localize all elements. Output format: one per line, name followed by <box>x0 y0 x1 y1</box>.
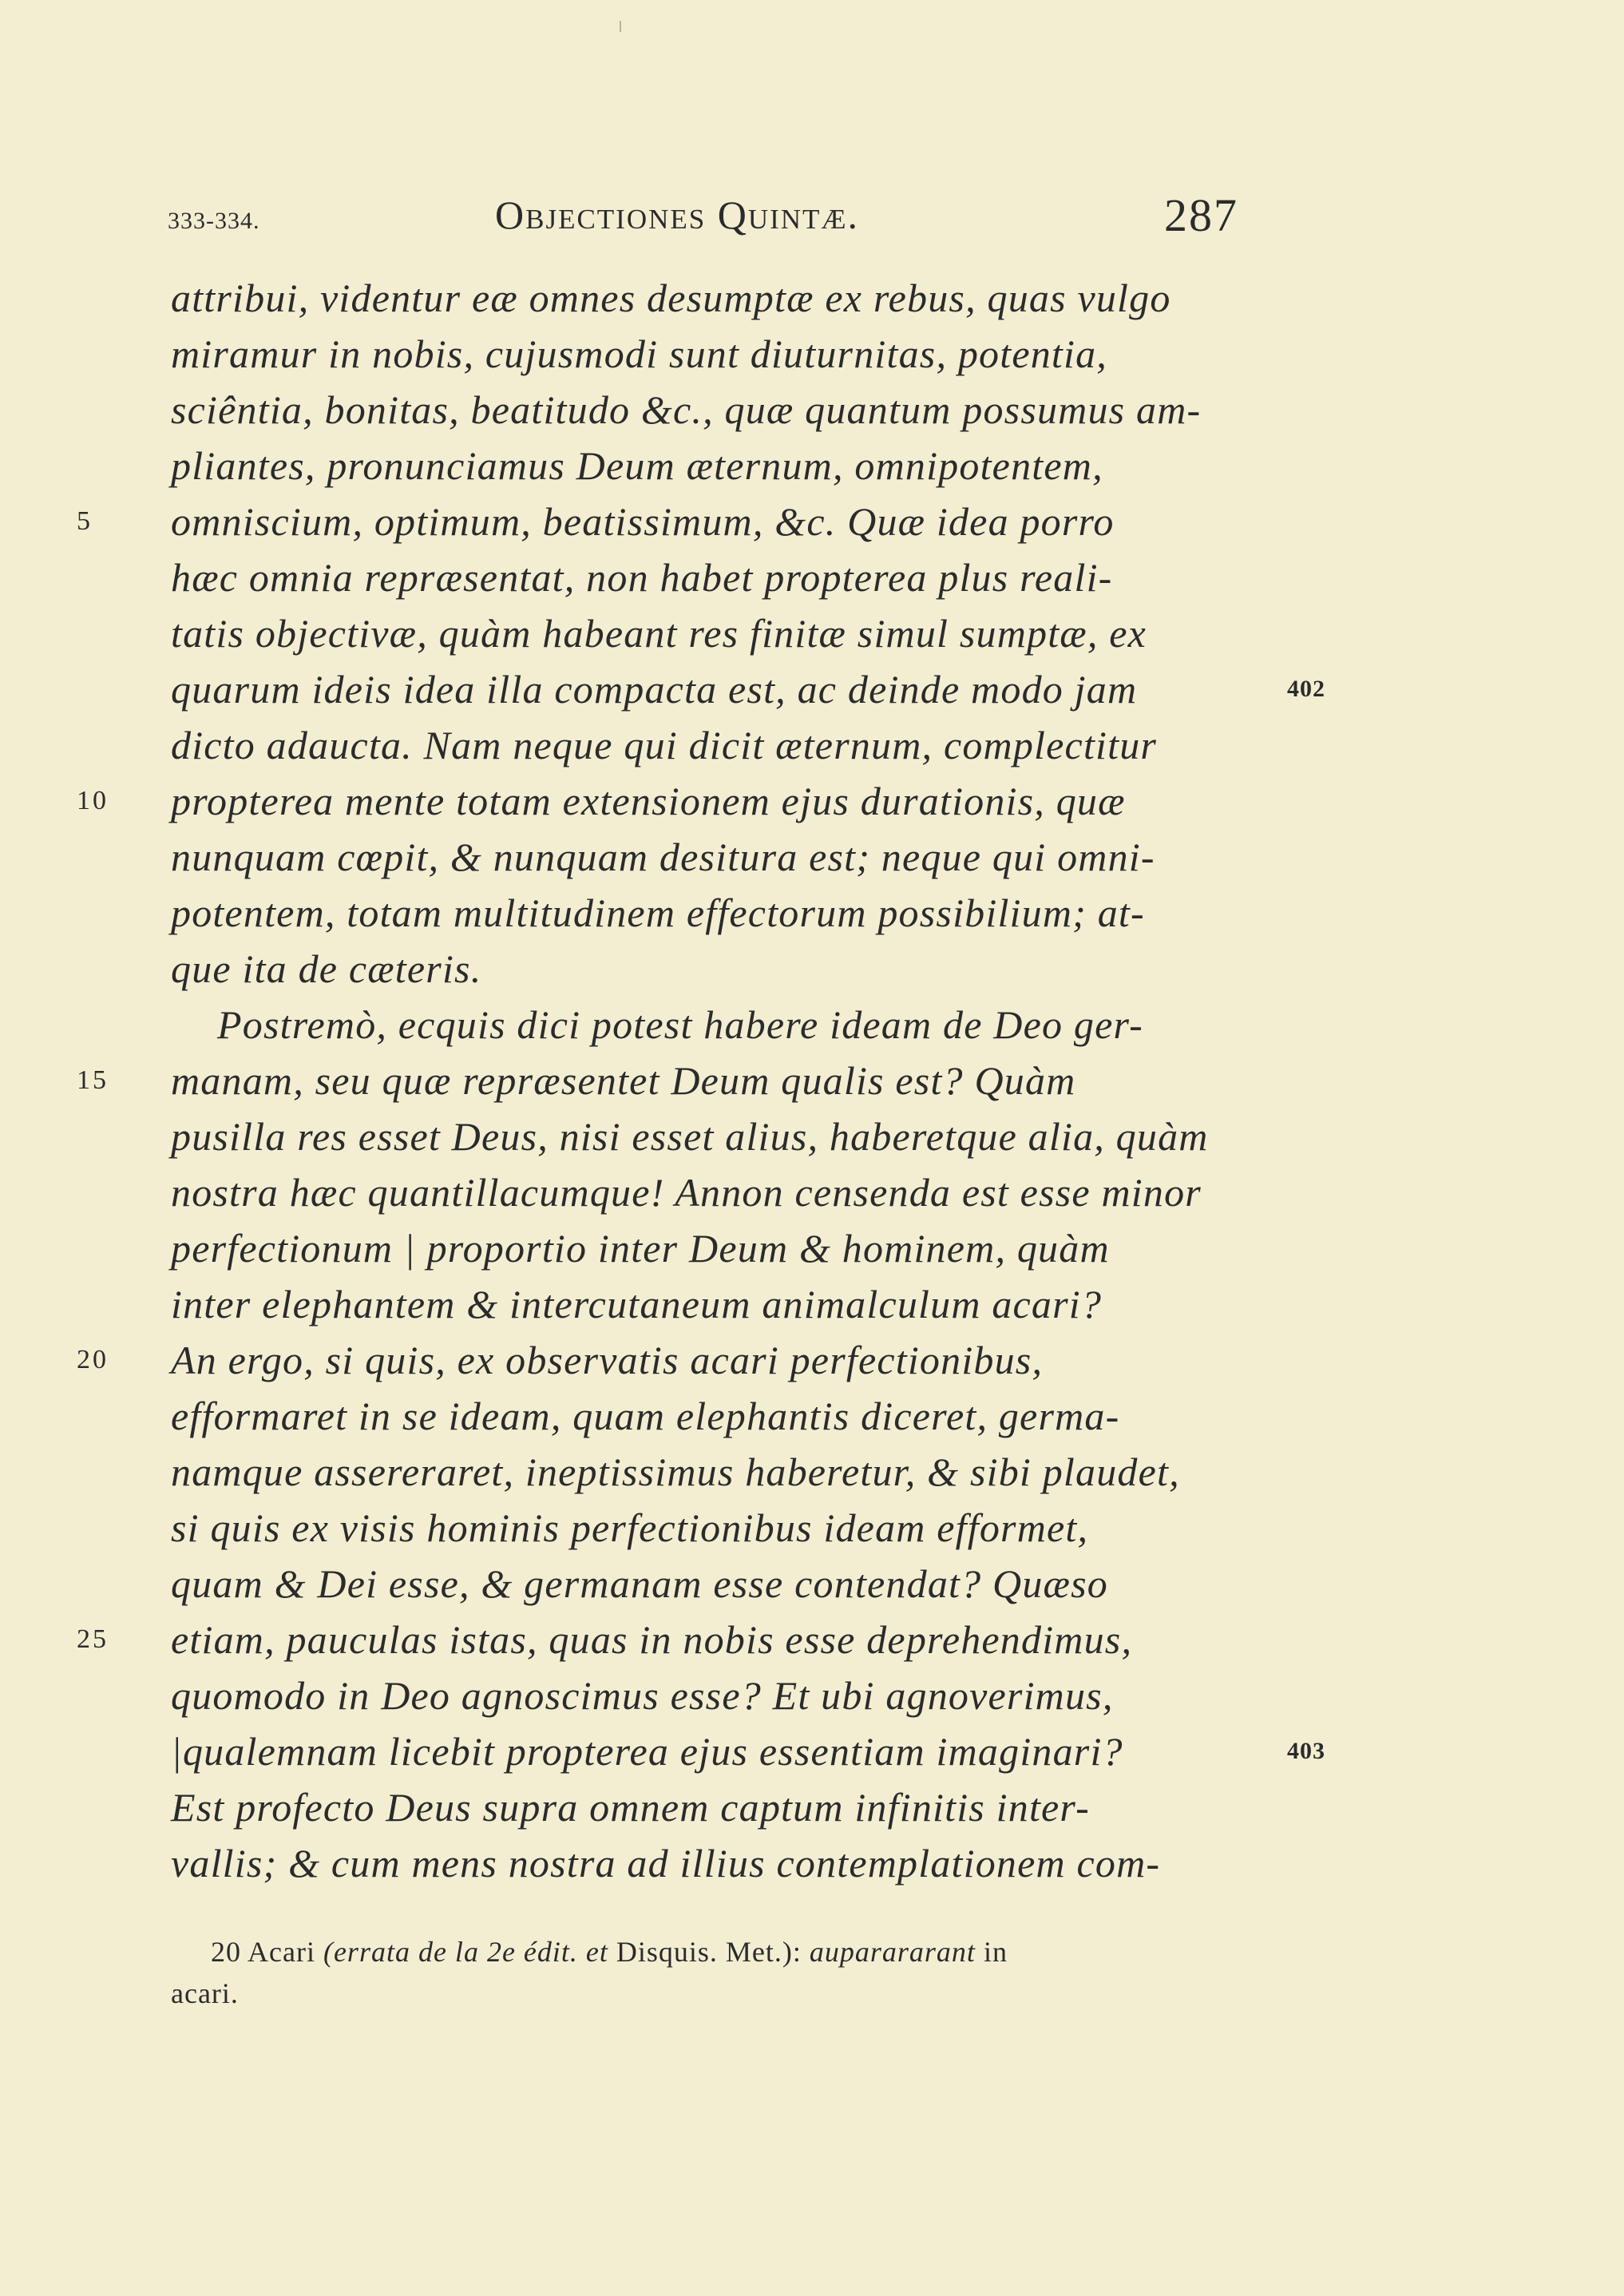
text-line: attribui, videntur eæ omnes desumptæ ex rebus, quas vulgo <box>171 276 1171 320</box>
text-line: dicto adaucta. Nam neque qui dicit æternum, complectitur <box>171 723 1158 767</box>
footnote-note: (errata de la 2e édit. et <box>323 1936 608 1968</box>
paper-speck <box>620 21 621 32</box>
line-number: 10 <box>77 786 109 815</box>
text-line: pliantes, pronunciamus Deum æternum, omnipotentem, <box>171 443 1103 488</box>
text-line: sciêntia, bonitas, beatitudo &c., quæ quantum possumus am- <box>171 387 1202 432</box>
margin-page-ref: 402 <box>1287 676 1325 702</box>
line-number: 20 <box>77 1345 109 1374</box>
page-number: 287 <box>1164 189 1238 241</box>
text-line: manam, seu quæ repræsentet Deum qualis est? Quàm <box>171 1058 1076 1103</box>
running-header <box>0 189 1624 248</box>
footnote-continuation: acari. <box>171 1977 239 2009</box>
text-line: hæc omnia repræsentat, non habet propterea plus reali- <box>171 555 1113 600</box>
text-line: efformaret in se ideam, quam elephantis diceret, germa- <box>171 1394 1120 1438</box>
footnote <box>211 1931 1297 1973</box>
text-line: namque assereraret, ineptissimus haberetur, & sibi plaudet, <box>171 1449 1180 1494</box>
text-line: omniscium, optimum, beatissimum, &c. Quæ idea porro <box>171 499 1115 544</box>
header-page-range: 333-334. <box>168 208 260 234</box>
text-line: tatis objectivæ, quàm habeant res finitæ simul sumptæ, ex <box>171 611 1147 656</box>
text-line: potentem, totam multitudinem effectorum possibilium; at- <box>171 890 1145 935</box>
margin-page-ref: 403 <box>1287 1738 1325 1764</box>
text-line: Postremò, ecquis dici potest habere ideam de Deo ger- <box>217 1002 1144 1047</box>
text-line: propterea mente totam extensionem ejus durationis, quæ <box>171 779 1126 823</box>
text-line: Est profecto Deus supra omnem captum infinitis inter- <box>171 1785 1090 1830</box>
footnote-tail: in <box>983 1936 1008 1968</box>
text-line: inter elephantem & intercutaneum animalculum acari? <box>171 1282 1103 1326</box>
line-number: 5 <box>77 506 93 536</box>
text-line: miramur in nobis, cujusmodi sunt diuturnitas, potentia, <box>171 331 1108 376</box>
text-line: etiam, pauculas istas, quas in nobis esse deprehendimus, <box>171 1617 1133 1662</box>
text-line: quarum ideis idea illa compacta est, ac deinde modo jam <box>171 667 1138 712</box>
text-line: An ergo, si quis, ex observatis acari perfectionibus, <box>171 1338 1044 1382</box>
text-line: nunquam cœpit, & nunquam desitura est; neque qui omni- <box>171 835 1155 879</box>
text-line: pusilla res esset Deus, nisi esset alius, haberetque alia, quàm <box>171 1114 1209 1159</box>
line-number: 15 <box>77 1065 109 1095</box>
text-line: quomodo in Deo agnoscimus esse? Et ubi agnoverimus, <box>171 1673 1114 1718</box>
header-title: Objectiones Quintæ. <box>495 192 860 237</box>
footnote-source: Disquis. Met.): <box>616 1936 802 1968</box>
text-line: perfectionum | proportio inter Deum & hominem, quàm <box>171 1226 1110 1271</box>
text-line: quam & Dei esse, & germanam esse contendat? Quæso <box>171 1561 1108 1606</box>
line-number: 25 <box>77 1624 109 1654</box>
text-line: si quis ex visis hominis perfectionibus ideam efformet, <box>171 1505 1089 1550</box>
text-line: |qualemnam licebit propterea ejus essentiam imaginari? <box>171 1729 1123 1774</box>
text-line: que ita de cæteris. <box>171 946 482 991</box>
footnote-variant: auparararant <box>809 1936 976 1968</box>
footnote-lemma: Acari <box>248 1936 315 1968</box>
footnote-number: 20 <box>211 1936 241 1968</box>
text-line: nostra hæc quantillacumque! Annon censenda est esse minor <box>171 1170 1202 1215</box>
text-line: vallis; & cum mens nostra ad illius contemplationem com- <box>171 1841 1161 1886</box>
